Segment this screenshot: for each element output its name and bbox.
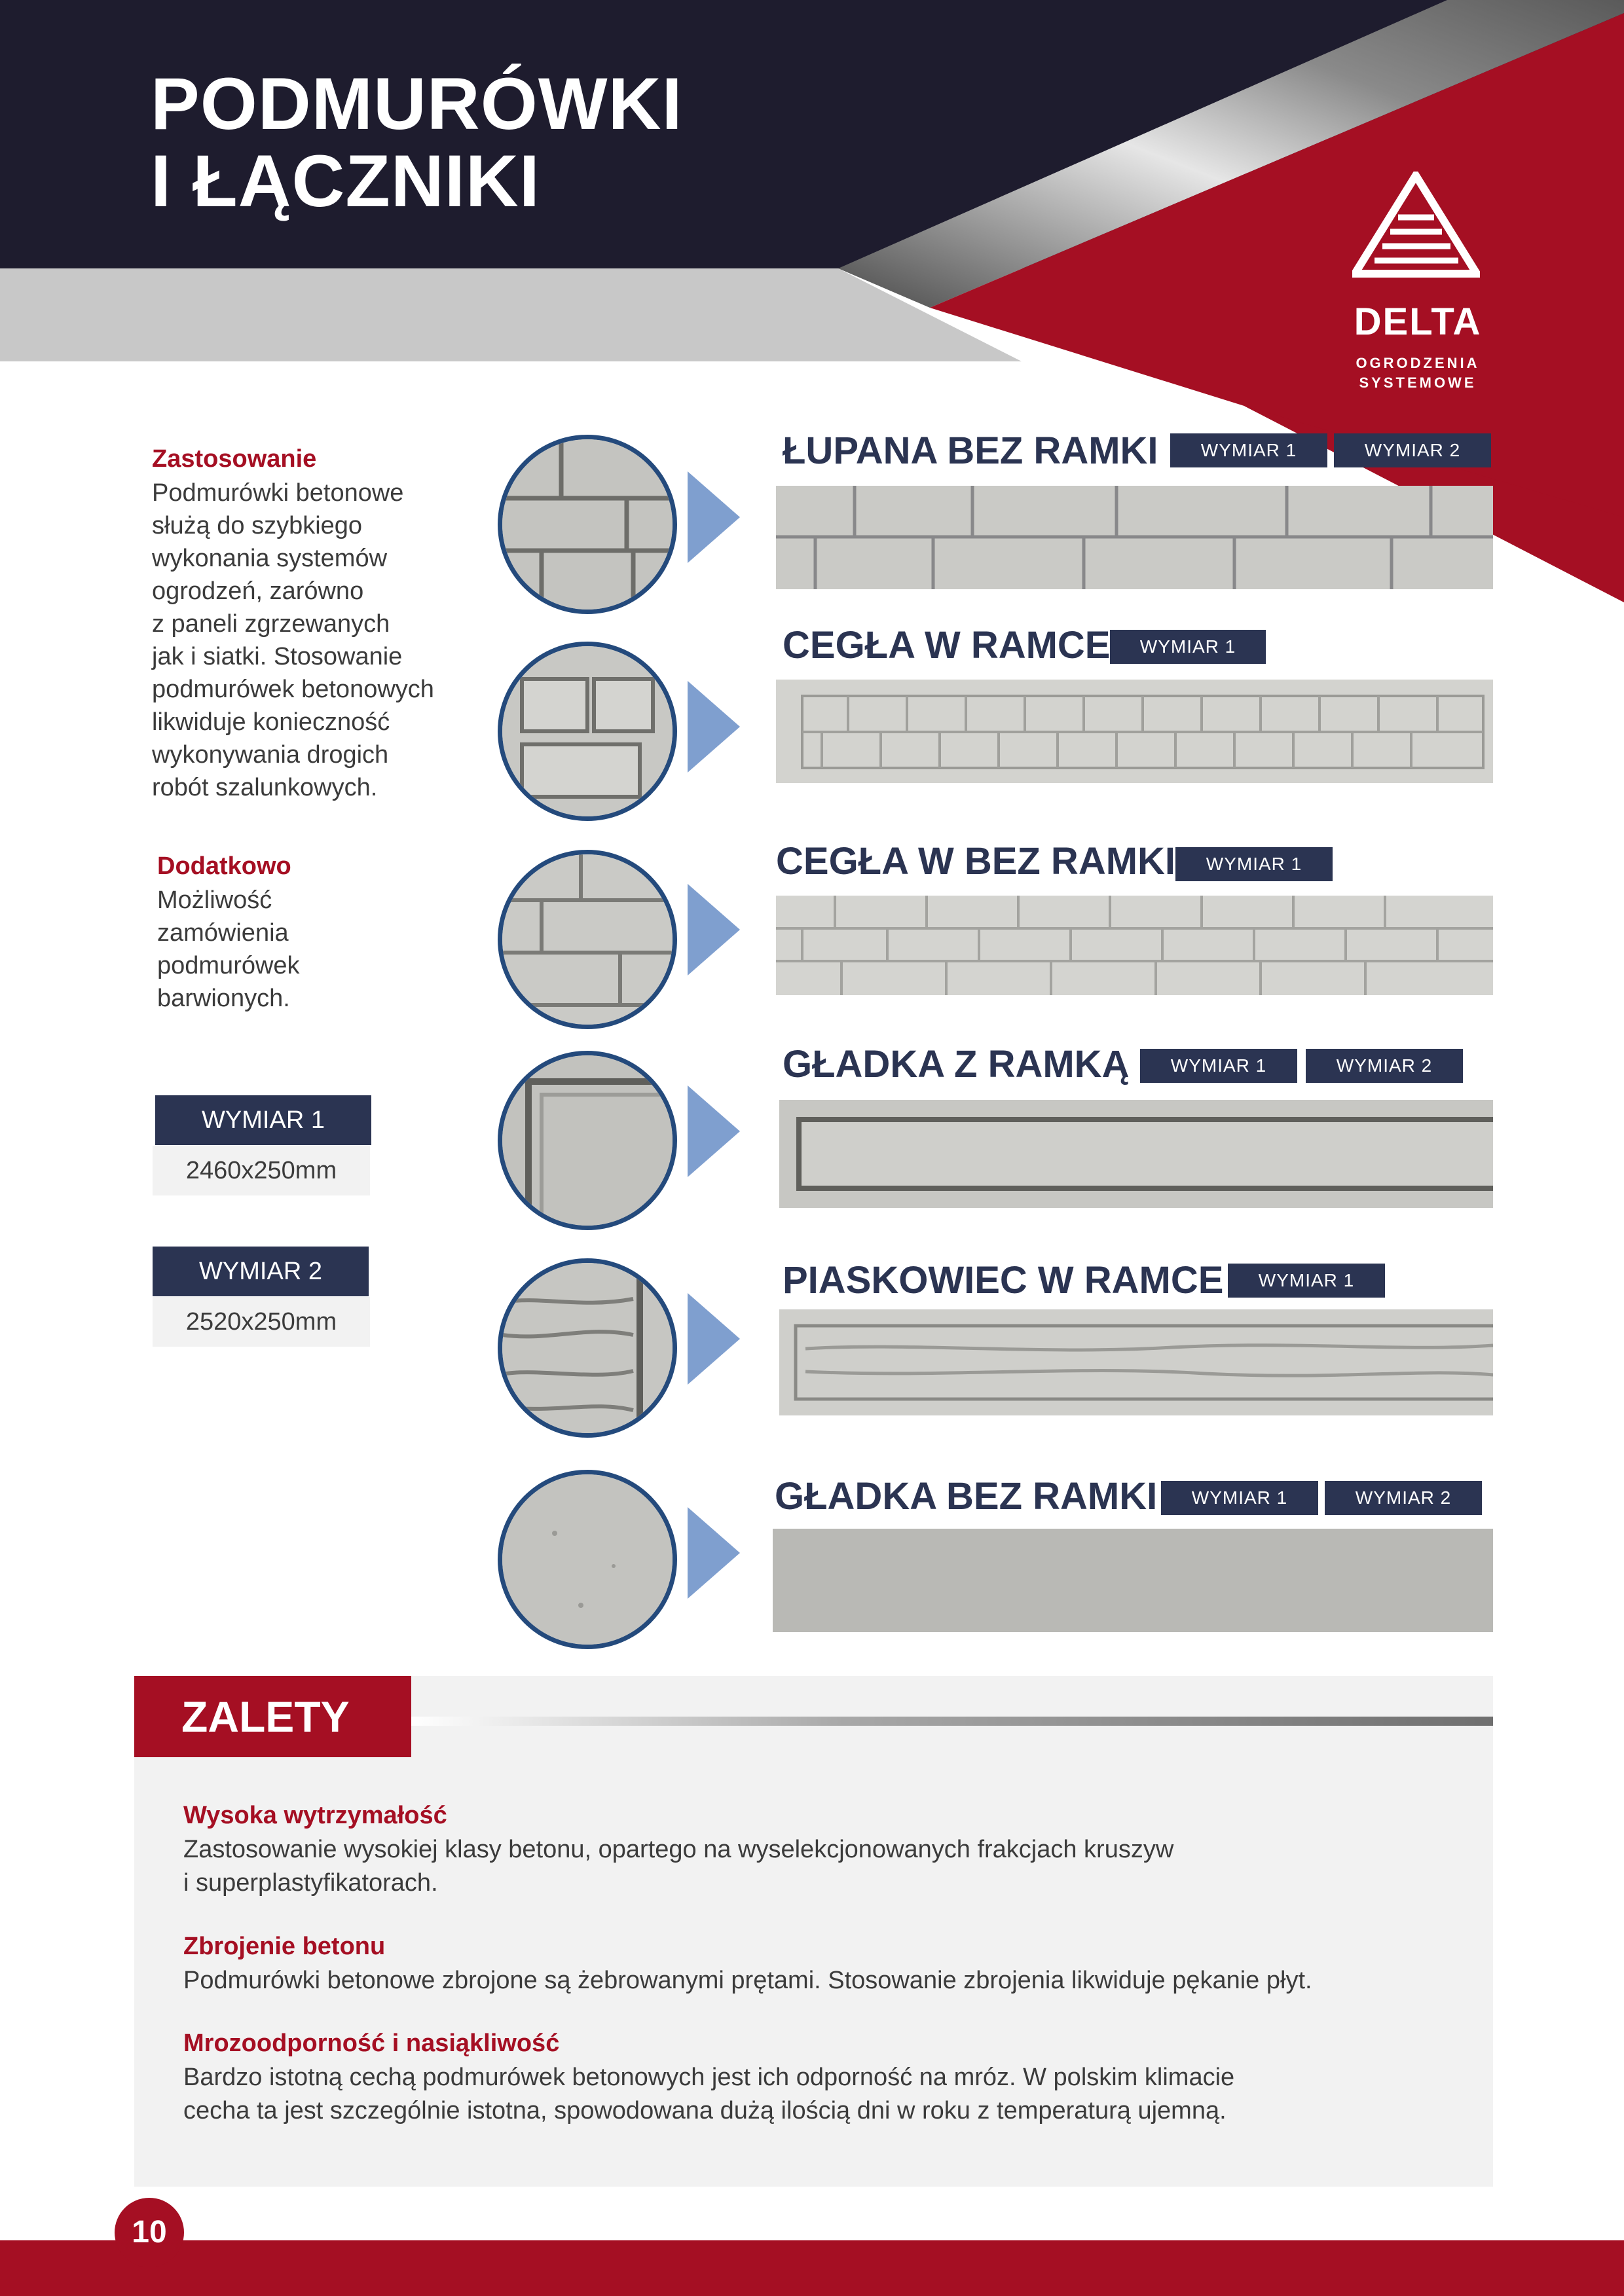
page-number: 10	[115, 2198, 184, 2267]
product-strip-brick	[776, 896, 1493, 995]
advantage-text: Podmurówki betonowe zbrojone są żebrowanymi prętami. Stosowanie zbrojenia likwiduje pękanie płyt.	[183, 1967, 1312, 1994]
product-closeup-smooth	[498, 1470, 677, 1649]
product-strip-smooth	[773, 1529, 1493, 1632]
dimension-1-value: 2460x250mm	[153, 1146, 370, 1195]
usage-text: Podmurówki betonowe służą do szybkiego wykonania systemów ogrodzeń, zarówno z paneli zgrzewanych jak i siatki. Stosowanie podmurówek betonowych likwiduje konieczność wykonywania drogich robót szalunkowych.	[152, 479, 434, 801]
title-line-1: PODMURÓWKI	[151, 63, 683, 145]
advantages-divider	[411, 1717, 1493, 1726]
extra-heading: Dodatkowo	[157, 852, 291, 880]
usage-heading: Zastosowanie	[152, 445, 317, 473]
dimension-badge: WYMIAR 1	[1161, 1481, 1318, 1515]
advantage-text: Zastosowanie wysokiej klasy betonu, opartego na wyselekcjonowanych frakcjach kruszyw i superplastyfikatorach.	[183, 1836, 1174, 1897]
advantage-text: Bardzo istotną cechą podmurówek betonowych jest ich odporność na mróz. W polskim klimacie cecha ta jest szczególnie istotna, spowodowana dużą ilością dni w roku z temperaturą ujemną.	[183, 2064, 1235, 2124]
product-strip-sandstone-framed	[779, 1309, 1493, 1415]
dimension-1-label: WYMIAR 1	[155, 1095, 371, 1145]
dimension-badge: WYMIAR 2	[1306, 1049, 1463, 1083]
product-closeup-smooth-framed	[498, 1051, 677, 1230]
logo-subtitle	[1310, 354, 1526, 393]
logo-name: DELTA	[1354, 301, 1482, 343]
page-title	[151, 65, 683, 220]
logo-sub-2: SYSTEMOWE	[1359, 374, 1477, 391]
dimension-badge: WYMIAR 2	[1325, 1481, 1482, 1515]
dimension-badge: WYMIAR 1	[1140, 1049, 1297, 1083]
title-line-2: I ŁĄCZNIKI	[151, 140, 540, 222]
dimension-badge: WYMIAR 1	[1110, 630, 1266, 664]
product-closeup-split-stone	[498, 435, 677, 614]
pointer-triangle	[688, 884, 740, 975]
dimension-2-label: WYMIAR 2	[153, 1247, 369, 1296]
product-title: ŁUPANA BEZ RAMKI	[783, 429, 1158, 472]
extra-text: Możliwość zamówienia podmurówek barwionych.	[157, 886, 300, 1012]
pointer-triangle	[688, 1085, 740, 1177]
dimension-badge: WYMIAR 2	[1334, 433, 1491, 467]
product-strip-smooth-framed	[779, 1100, 1493, 1208]
product-title: PIASKOWIEC W RAMCE	[783, 1259, 1224, 1302]
pointer-triangle	[688, 1507, 740, 1599]
dimension-2-value: 2520x250mm	[153, 1297, 370, 1347]
delta-logo-icon	[1352, 172, 1480, 278]
pointer-triangle	[688, 471, 740, 563]
product-strip-split-stone	[776, 486, 1493, 589]
product-closeup-sandstone-framed	[498, 1258, 677, 1438]
product-strip-brick-framed	[776, 680, 1493, 783]
product-closeup-brick	[498, 850, 677, 1029]
dimension-badge: WYMIAR 1	[1175, 847, 1333, 881]
pointer-triangle	[688, 1293, 740, 1385]
advantage-heading: Wysoka wytrzymałość	[183, 1802, 447, 1829]
advantage-heading: Zbrojenie betonu	[183, 1933, 386, 1960]
footer-bar	[0, 2240, 1624, 2296]
product-title: GŁADKA Z RAMKĄ	[783, 1043, 1130, 1085]
dimension-badge: WYMIAR 1	[1170, 433, 1327, 467]
product-title: GŁADKA BEZ RAMKI	[775, 1475, 1158, 1518]
advantage-heading: Mrozoodporność i nasiąkliwość	[183, 2030, 560, 2057]
product-title: CEGŁA W RAMCE	[783, 624, 1111, 666]
product-title: CEGŁA W BEZ RAMKI	[776, 840, 1176, 883]
logo-sub-1: OGRODZENIA	[1356, 355, 1480, 371]
dimension-badge: WYMIAR 1	[1228, 1264, 1385, 1298]
advantages-label: ZALETY	[134, 1676, 411, 1757]
pointer-triangle	[688, 681, 740, 773]
product-closeup-brick-framed	[498, 642, 677, 821]
